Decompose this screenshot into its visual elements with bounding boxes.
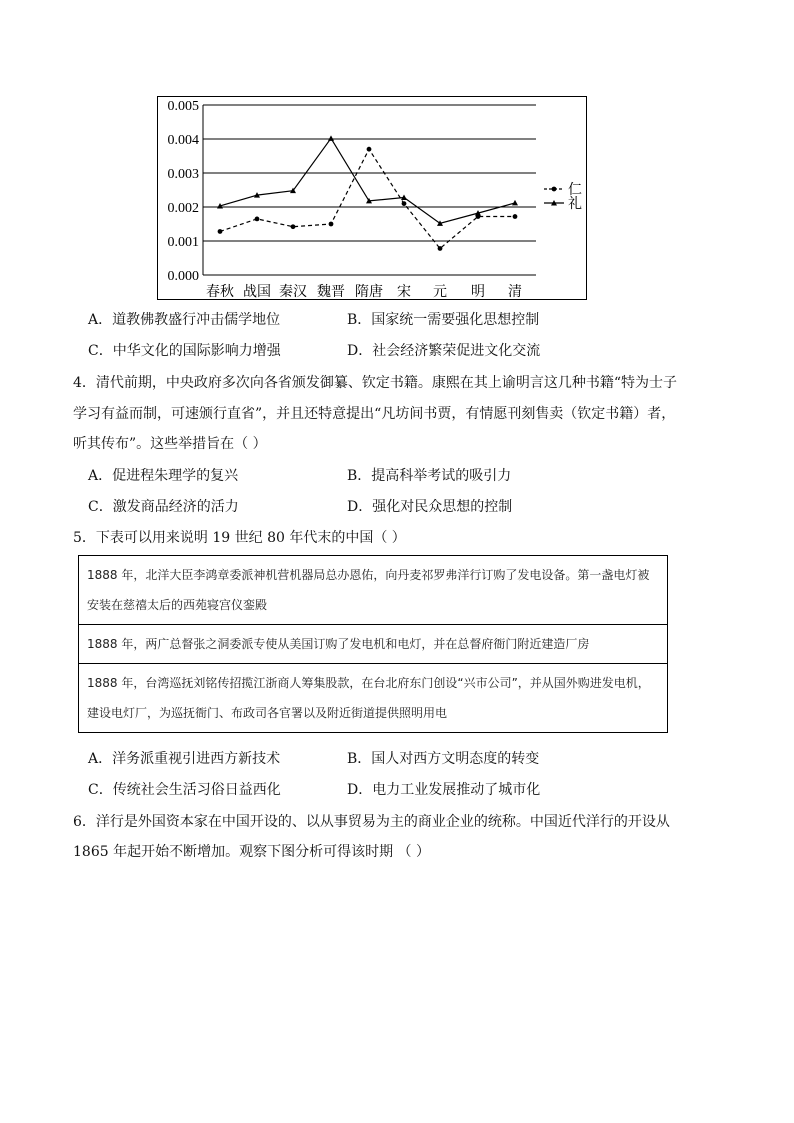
y-tick-label: 0.002 <box>167 201 199 216</box>
q5-option-b: B．国人对西方文明态度的转变 <box>347 751 540 767</box>
line-chart <box>157 96 587 300</box>
x-tick-label: 秦汉 <box>279 284 307 300</box>
q5-stem: 5．下表可以用来说明 19 世纪 80 年代末的中国（ ） <box>73 530 406 546</box>
data-point <box>328 135 334 141</box>
q4-option-c: C．激发商品经济的活力 <box>88 499 239 515</box>
q5-option-d: D．电力工业发展推动了城市化 <box>347 782 541 798</box>
q4-stem-line1: 4．清代前期，中央政府多次向各省颁发御纂、钦定书籍。康熙在其上谕明言这几种书籍“特为士子 <box>73 375 678 391</box>
q3-option-b: B．国家统一需要强化思想控制 <box>347 312 540 328</box>
x-tick-label: 春秋 <box>206 284 234 300</box>
y-tick-label: 0.003 <box>167 167 199 182</box>
data-point <box>402 201 407 206</box>
x-tick-label: 战国 <box>243 284 271 300</box>
q4-stem-line2: 学习有益而制，可速颁行直省”，并且还特意提出“凡坊间书贾，有情愿刊刻售卖（钦定书籍）者， <box>73 406 676 422</box>
q4-option-d: D．强化对民众思想的控制 <box>347 499 513 515</box>
data-point <box>438 246 443 251</box>
q3-option-a: A．道教佛教盛行冲击儒学地位 <box>88 312 281 328</box>
chart-svg <box>158 97 588 301</box>
data-point <box>255 217 260 222</box>
table-cell: 1888 年，北洋大臣李鸿章委派神机营机器局总办恩佑，向丹麦祁罗弗洋行订购了发电设备。第一盏电灯被安装在慈禧太后的西苑寝宫仪銮殿 <box>79 556 668 625</box>
data-point <box>367 147 372 152</box>
q6-stem-line2: 1865 年起开始不断增加。观察下图分析可得该时期 （ ） <box>73 844 430 860</box>
legend-marker <box>552 187 557 192</box>
q6-stem-line1: 6．洋行是外国资本家在中国开设的、以从事贸易为主的商业企业的统称。中国近代洋行的开设从 <box>73 814 670 830</box>
data-point <box>513 214 518 219</box>
legend-label: 礼 <box>568 196 582 212</box>
table-row <box>79 556 668 625</box>
y-tick-label: 0.005 <box>167 99 199 114</box>
y-tick-label: 0.000 <box>167 269 199 284</box>
data-point <box>329 222 334 227</box>
y-tick-label: 0.004 <box>167 133 199 148</box>
q3-option-d: D．社会经济繁荣促进文化交流 <box>347 343 541 359</box>
x-tick-label: 清 <box>508 284 522 300</box>
table-cell: 1888 年，台湾巡抚刘铭传招揽江浙商人筹集股款，在台北府东门创设“兴市公司”，并从国外购进发电机，建设电灯厂，为巡抚衙门、布政司各官署以及附近街道提供照明用电 <box>79 664 668 733</box>
q4-stem-line3: 听其传布”。这些举措旨在（ ） <box>73 436 267 452</box>
x-tick-label: 宋 <box>397 284 411 300</box>
x-tick-label: 元 <box>433 284 447 300</box>
data-point <box>218 229 223 234</box>
y-tick-label: 0.001 <box>167 235 199 250</box>
legend-label: 仁 <box>568 182 582 198</box>
data-point <box>512 200 518 206</box>
q5-table <box>78 555 668 733</box>
x-tick-label: 明 <box>471 284 485 300</box>
q5-option-c: C．传统社会生活习俗日益西化 <box>88 782 281 798</box>
q4-option-a: A．促进程朱理学的复兴 <box>88 468 239 484</box>
table-cell: 1888 年，两广总督张之洞委派专使从美国订购了发电机和电灯，并在总督府衙门附近建造厂房 <box>79 625 668 664</box>
q4-option-b: B．提高科举考试的吸引力 <box>347 468 512 484</box>
x-tick-label: 隋唐 <box>355 284 383 300</box>
data-point <box>291 224 296 229</box>
x-tick-label: 魏晋 <box>317 284 345 300</box>
q5-option-a: A．洋务派重视引进西方新技术 <box>88 751 281 767</box>
q3-option-c: C．中华文化的国际影响力增强 <box>88 343 281 359</box>
table-row <box>79 664 668 733</box>
table-row <box>79 625 668 664</box>
